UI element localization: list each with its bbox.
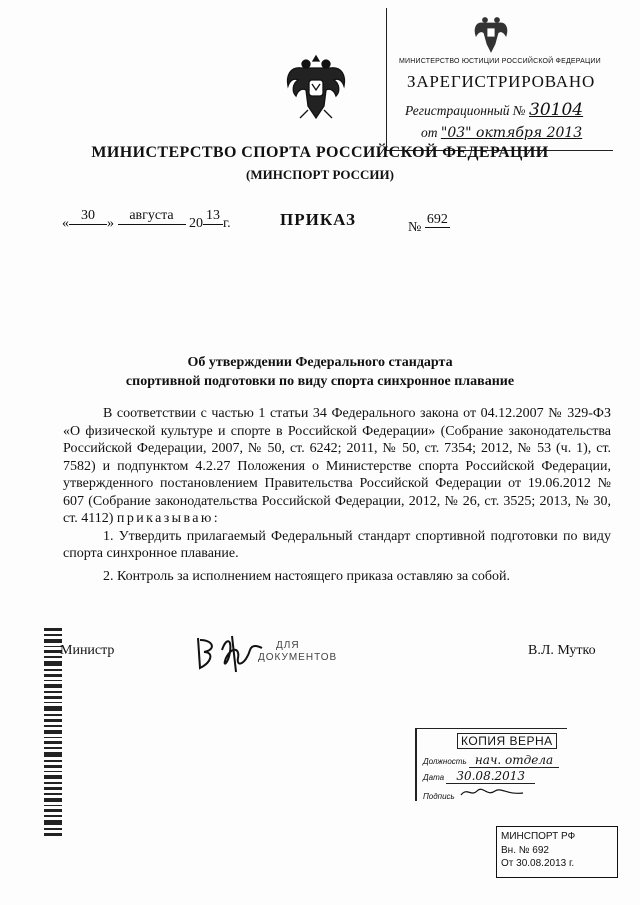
copy-position-value: нач. отдела <box>469 753 559 768</box>
barcode-icon <box>44 628 62 838</box>
date-quote-open: « <box>62 216 69 231</box>
order-date <box>62 208 231 233</box>
order-year-abbr: г. <box>223 216 231 231</box>
order-number-sign: № <box>408 220 422 235</box>
incoming-org: МИНСПОРТ РФ <box>501 831 576 842</box>
registration-date-line <box>421 125 582 141</box>
order-number-line <box>408 212 450 236</box>
incoming-registration-box <box>496 826 618 878</box>
subject-line-1: Об утверждении Федерального стандарта <box>187 355 453 370</box>
copy-date-value: 30.08.2013 <box>446 769 535 784</box>
incoming-date: От 30.08.2013 г. <box>501 858 575 869</box>
order-subject <box>0 353 640 391</box>
incoming-number: Вн. № 692 <box>501 844 549 856</box>
copy-certified-stamp <box>415 728 567 801</box>
copy-date-label: Дата <box>423 773 445 782</box>
ministry-short-name: (МИНСПОРТ РОССИИ) <box>246 167 394 182</box>
date-quote-close: » <box>107 216 114 231</box>
copy-signature-row <box>423 785 527 801</box>
registration-date-label: от <box>421 125 438 140</box>
preamble-paragraph <box>63 405 611 528</box>
registration-stamp-emblem-icon <box>473 12 509 54</box>
signatory-name: В.Л. Мутко <box>528 643 596 658</box>
copy-signature-label: Подпись <box>423 792 455 801</box>
order-body <box>63 405 611 585</box>
registration-number-line <box>405 100 583 120</box>
copy-stamp-title: КОПИЯ ВЕРНА <box>457 733 557 749</box>
order-item-2: 2. Контроль за исполнением настоящего приказа оставляю за собой. <box>103 568 511 584</box>
signatory-position: Министр <box>60 643 115 658</box>
department-stamp-line-1: ДЛЯ <box>276 640 300 651</box>
copy-date-row <box>423 769 535 783</box>
copy-signature-icon <box>457 785 527 799</box>
department-stamp <box>258 640 337 664</box>
order-year-suffix: 13 <box>203 208 223 225</box>
subject-line-2: спортивной подготовки по виду спорта синхронное плавание <box>125 374 515 389</box>
order-year-prefix: 20 <box>189 216 203 231</box>
registration-number-value: 30104 <box>529 100 584 120</box>
registration-number-label: Регистрационный № <box>405 103 526 118</box>
registration-date-value: "03" октября 2013 <box>440 125 583 141</box>
order-item-1: 1. Утвердить прилагаемый Федеральный стандарт спортивной подготовки по виду спорта синхронное плавание. <box>63 528 611 561</box>
copy-position-label: Должность <box>423 757 467 766</box>
order-number: 692 <box>426 212 448 227</box>
order-word: приказываю: <box>116 511 221 526</box>
ministry-title: МИНИСТЕРСТВО СПОРТА РОССИЙСКОЙ ФЕДЕРАЦИИ <box>91 144 549 161</box>
registration-ministry-label: МИНИСТЕРСТВО ЮСТИЦИИ РОССИЙСКОЙ ФЕДЕРАЦИИ <box>399 58 601 65</box>
order-day: 30 <box>69 208 107 225</box>
copy-position-row <box>423 753 559 767</box>
state-emblem-icon <box>282 50 350 124</box>
preamble-text: В соответствии с частью 1 статьи 34 Федерального закона от 04.12.2007 № 329-ФЗ «О физической культуре и спорте в Российской Федерации» (Собрание законодательства Российской Федерации, 2007, № 50, ст. 6242; 2011, № 50, ст. 7354; 2012, № 53 (ч. 1), ст. 7582) и подпунктом 4.2.27 Положения о Министерстве спорта Российской Федерации, утвержденного постановлением Правительства Российской Федерации от 19.06.2012 № 607 (Собрание законодательства Российской Федерации, 2012, № 26, ст. 3525; 2013, № 30, ст. 4112) <box>63 406 611 526</box>
order-month: августа <box>118 208 186 225</box>
order-title: ПРИКАЗ <box>280 210 356 229</box>
registration-title: ЗАРЕГИСТРИРОВАНО <box>407 72 596 91</box>
registration-stamp <box>386 8 613 151</box>
department-stamp-line-2: ДОКУМЕНТОВ <box>258 652 338 663</box>
